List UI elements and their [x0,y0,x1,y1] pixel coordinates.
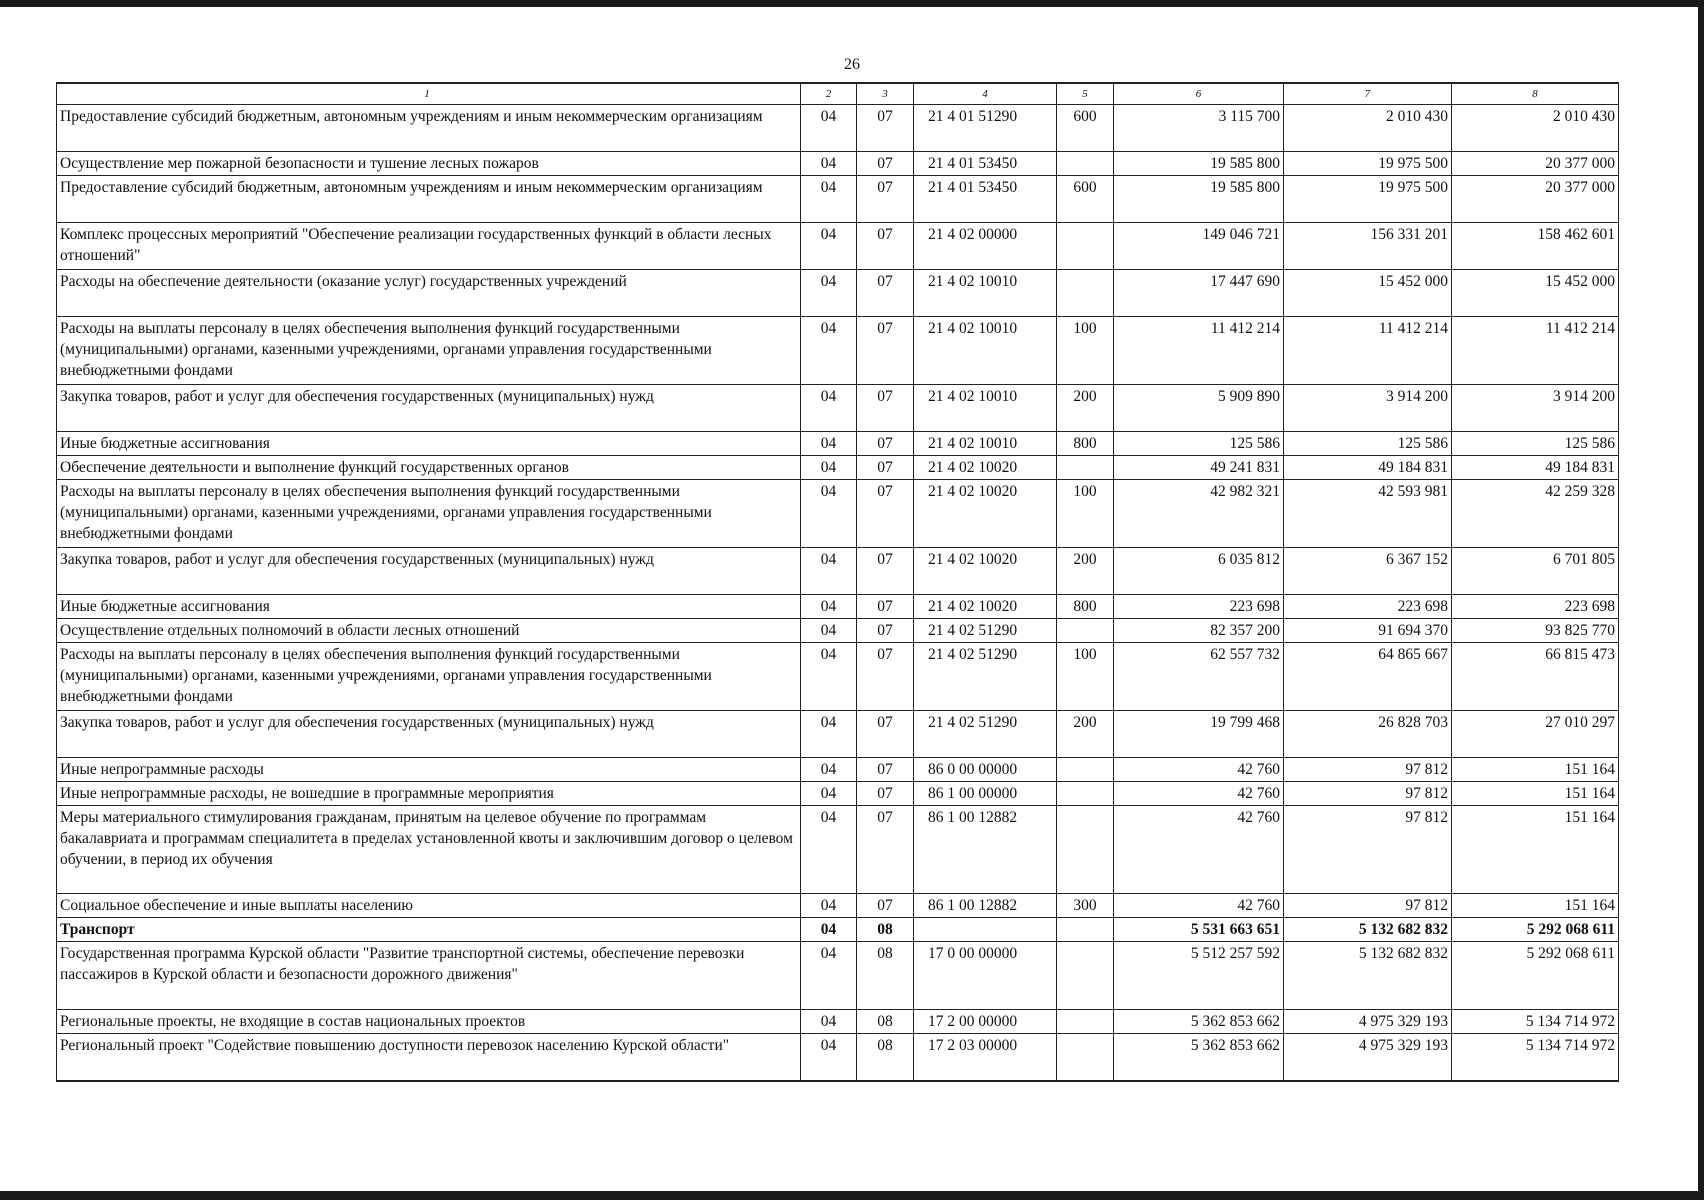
amount-year-3: 20 377 000 [1452,176,1619,223]
section-code: 04 [801,942,857,1010]
subsection-code: 07 [857,711,914,758]
expense-type-code: 800 [1057,432,1114,456]
section-code: 04 [801,105,857,152]
amount-year-3: 49 184 831 [1452,456,1619,480]
amount-year-3: 5 292 068 611 [1452,942,1619,1010]
row-name: Государственная программа Курской области "Развитие транспортной системы, обеспечение перевозки пассажиров в Курской области и безопасности дорожного движения" [57,942,801,1010]
amount-year-3: 5 292 068 611 [1452,918,1619,942]
amount-year-3: 223 698 [1452,595,1619,619]
amount-year-1: 62 557 732 [1114,643,1284,711]
amount-year-2: 49 184 831 [1284,456,1452,480]
column-number: 3 [857,83,914,105]
subsection-code: 07 [857,317,914,385]
row-name: Осуществление отдельных полномочий в области лесных отношений [57,619,801,643]
row-name: Комплекс процессных мероприятий "Обеспечение реализации государственных функций в области лесных отношений" [57,223,801,270]
budget-table [56,82,1619,1082]
expense-type-code [1057,1010,1114,1034]
target-article-code: 86 1 00 12882 [914,806,1057,894]
table-row [57,152,1619,176]
table-row [57,432,1619,456]
amount-year-2: 5 132 682 832 [1284,918,1452,942]
expense-type-code: 200 [1057,385,1114,432]
section-code: 04 [801,758,857,782]
table-row [57,223,1619,270]
amount-year-1: 11 412 214 [1114,317,1284,385]
subsection-code: 07 [857,619,914,643]
expense-type-code [1057,152,1114,176]
table-row [57,270,1619,317]
amount-year-2: 6 367 152 [1284,548,1452,595]
target-article-code: 17 0 00 00000 [914,942,1057,1010]
section-code: 04 [801,1010,857,1034]
expense-type-code [1057,782,1114,806]
section-code: 04 [801,548,857,595]
subsection-code: 07 [857,152,914,176]
column-number: 6 [1114,83,1284,105]
amount-year-2: 3 914 200 [1284,385,1452,432]
amount-year-1: 223 698 [1114,595,1284,619]
target-article-code: 21 4 02 10010 [914,385,1057,432]
amount-year-1: 5 362 853 662 [1114,1010,1284,1034]
amount-year-1: 6 035 812 [1114,548,1284,595]
section-code: 04 [801,385,857,432]
expense-type-code [1057,223,1114,270]
scan-border-right [1698,0,1704,1200]
row-name: Региональные проекты, не входящие в состав национальных проектов [57,1010,801,1034]
amount-year-3: 2 010 430 [1452,105,1619,152]
target-article-code: 17 2 00 00000 [914,1010,1057,1034]
table-row [57,643,1619,711]
amount-year-2: 4 975 329 193 [1284,1034,1452,1081]
table-row [57,105,1619,152]
target-article-code: 21 4 02 51290 [914,711,1057,758]
amount-year-3: 11 412 214 [1452,317,1619,385]
target-article-code: 21 4 02 10010 [914,270,1057,317]
row-name: Предоставление субсидий бюджетным, автономным учреждениям и иным некоммерческим организациям [57,105,801,152]
expense-type-code [1057,1034,1114,1081]
section-code: 04 [801,711,857,758]
amount-year-2: 19 975 500 [1284,152,1452,176]
table-row [57,619,1619,643]
amount-year-2: 11 412 214 [1284,317,1452,385]
amount-year-2: 125 586 [1284,432,1452,456]
target-article-code: 21 4 02 51290 [914,643,1057,711]
expense-type-code [1057,619,1114,643]
amount-year-2: 223 698 [1284,595,1452,619]
row-name: Закупка товаров, работ и услуг для обеспечения государственных (муниципальных) нужд [57,548,801,595]
table-row [57,782,1619,806]
subsection-code: 08 [857,942,914,1010]
row-name: Закупка товаров, работ и услуг для обеспечения государственных (муниципальных) нужд [57,385,801,432]
table-row [57,317,1619,385]
amount-year-2: 97 812 [1284,806,1452,894]
section-code: 04 [801,806,857,894]
amount-year-3: 151 164 [1452,894,1619,918]
amount-year-2: 4 975 329 193 [1284,1010,1452,1034]
amount-year-1: 5 362 853 662 [1114,1034,1284,1081]
table-row [57,711,1619,758]
subsection-code: 07 [857,548,914,595]
subsection-code: 07 [857,894,914,918]
expense-type-code: 200 [1057,711,1114,758]
amount-year-2: 2 010 430 [1284,105,1452,152]
section-code: 04 [801,270,857,317]
expense-type-code: 800 [1057,595,1114,619]
amount-year-1: 42 982 321 [1114,480,1284,548]
expense-type-code [1057,270,1114,317]
table-row [57,918,1619,942]
section-code: 04 [801,317,857,385]
subsection-code: 07 [857,270,914,317]
subsection-code: 07 [857,595,914,619]
amount-year-2: 64 865 667 [1284,643,1452,711]
table-row [57,480,1619,548]
subsection-code: 07 [857,758,914,782]
column-number: 1 [57,83,801,105]
subsection-code: 07 [857,223,914,270]
target-article-code: 21 4 01 53450 [914,176,1057,223]
target-article-code: 21 4 02 00000 [914,223,1057,270]
subsection-code: 07 [857,643,914,711]
table-row [57,894,1619,918]
subsection-code: 07 [857,806,914,894]
table-row [57,758,1619,782]
amount-year-1: 5 512 257 592 [1114,942,1284,1010]
row-name: Иные непрограммные расходы [57,758,801,782]
section-code: 04 [801,152,857,176]
amount-year-1: 5 909 890 [1114,385,1284,432]
row-name: Расходы на выплаты персоналу в целях обеспечения выполнения функций государственными (муниципальными) органами, казенными учреждениями, органами управления государственными внебюджетными фондами [57,643,801,711]
amount-year-3: 93 825 770 [1452,619,1619,643]
amount-year-2: 26 828 703 [1284,711,1452,758]
column-number-row [57,83,1619,105]
expense-type-code [1057,942,1114,1010]
column-number: 8 [1452,83,1619,105]
amount-year-1: 5 531 663 651 [1114,918,1284,942]
table-row [57,456,1619,480]
amount-year-1: 17 447 690 [1114,270,1284,317]
column-number: 2 [801,83,857,105]
amount-year-3: 6 701 805 [1452,548,1619,595]
expense-type-code: 300 [1057,894,1114,918]
target-article-code: 21 4 01 51290 [914,105,1057,152]
row-name: Иные непрограммные расходы, не вошедшие в программные мероприятия [57,782,801,806]
amount-year-3: 42 259 328 [1452,480,1619,548]
row-name: Предоставление субсидий бюджетным, автономным учреждениям и иным некоммерческим организациям [57,176,801,223]
scan-border-top [0,0,1704,7]
expense-type-code: 200 [1057,548,1114,595]
expense-type-code: 100 [1057,317,1114,385]
row-name: Закупка товаров, работ и услуг для обеспечения государственных (муниципальных) нужд [57,711,801,758]
amount-year-3: 66 815 473 [1452,643,1619,711]
amount-year-2: 15 452 000 [1284,270,1452,317]
amount-year-3: 5 134 714 972 [1452,1010,1619,1034]
expense-type-code [1057,806,1114,894]
section-code: 04 [801,176,857,223]
target-article-code: 86 0 00 00000 [914,758,1057,782]
row-name: Иные бюджетные ассигнования [57,432,801,456]
target-article-code: 21 4 01 53450 [914,152,1057,176]
table-row [57,942,1619,1010]
subsection-code: 08 [857,1034,914,1081]
row-name: Расходы на выплаты персоналу в целях обеспечения выполнения функций государственными (муниципальными) органами, казенными учреждениями, органами управления государственными внебюджетными фондами [57,480,801,548]
amount-year-2: 97 812 [1284,758,1452,782]
target-article-code [914,918,1057,942]
section-code: 04 [801,432,857,456]
row-name: Иные бюджетные ассигнования [57,595,801,619]
target-article-code: 21 4 02 10010 [914,317,1057,385]
table-row [57,595,1619,619]
budget-table-body [57,83,1619,1081]
amount-year-2: 97 812 [1284,782,1452,806]
expense-type-code [1057,918,1114,942]
expense-type-code: 600 [1057,105,1114,152]
amount-year-1: 19 799 468 [1114,711,1284,758]
expense-type-code: 100 [1057,643,1114,711]
row-name: Обеспечение деятельности и выполнение функций государственных органов [57,456,801,480]
expense-type-code [1057,758,1114,782]
amount-year-2: 42 593 981 [1284,480,1452,548]
amount-year-2: 5 132 682 832 [1284,942,1452,1010]
section-code: 04 [801,643,857,711]
column-number: 4 [914,83,1057,105]
amount-year-2: 156 331 201 [1284,223,1452,270]
amount-year-1: 125 586 [1114,432,1284,456]
table-row [57,548,1619,595]
section-code: 04 [801,223,857,270]
section-code: 04 [801,456,857,480]
section-code: 04 [801,894,857,918]
subsection-code: 08 [857,1010,914,1034]
section-code: 04 [801,782,857,806]
column-number: 7 [1284,83,1452,105]
amount-year-3: 27 010 297 [1452,711,1619,758]
amount-year-3: 151 164 [1452,806,1619,894]
target-article-code: 17 2 03 00000 [914,1034,1057,1081]
section-code: 04 [801,918,857,942]
amount-year-2: 91 694 370 [1284,619,1452,643]
table-row [57,385,1619,432]
row-name: Транспорт [57,918,801,942]
row-name: Осуществление мер пожарной безопасности и тушение лесных пожаров [57,152,801,176]
amount-year-3: 5 134 714 972 [1452,1034,1619,1081]
target-article-code: 21 4 02 10010 [914,432,1057,456]
amount-year-3: 3 914 200 [1452,385,1619,432]
expense-type-code [1057,456,1114,480]
table-row [57,1010,1619,1034]
section-code: 04 [801,480,857,548]
row-name: Региональный проект "Содействие повышению доступности перевозок населению Курской области" [57,1034,801,1081]
page-number: 26 [844,56,860,73]
row-name: Расходы на выплаты персоналу в целях обеспечения выполнения функций государственными (муниципальными) органами, казенными учреждениями, органами управления государственными внебюджетными фондами [57,317,801,385]
table-row [57,176,1619,223]
amount-year-1: 19 585 800 [1114,152,1284,176]
subsection-code: 07 [857,385,914,432]
amount-year-3: 151 164 [1452,758,1619,782]
amount-year-1: 42 760 [1114,806,1284,894]
amount-year-2: 97 812 [1284,894,1452,918]
amount-year-1: 149 046 721 [1114,223,1284,270]
amount-year-1: 82 357 200 [1114,619,1284,643]
row-name: Социальное обеспечение и иные выплаты населению [57,894,801,918]
amount-year-1: 19 585 800 [1114,176,1284,223]
table-row [57,1034,1619,1081]
target-article-code: 21 4 02 10020 [914,480,1057,548]
section-code: 04 [801,595,857,619]
amount-year-3: 158 462 601 [1452,223,1619,270]
amount-year-3: 20 377 000 [1452,152,1619,176]
amount-year-3: 125 586 [1452,432,1619,456]
row-name: Расходы на обеспечение деятельности (оказание услуг) государственных учреждений [57,270,801,317]
table-row [57,806,1619,894]
scan-border-bottom [0,1191,1704,1200]
target-article-code: 21 4 02 51290 [914,619,1057,643]
amount-year-1: 42 760 [1114,782,1284,806]
amount-year-2: 19 975 500 [1284,176,1452,223]
target-article-code: 21 4 02 10020 [914,456,1057,480]
amount-year-3: 15 452 000 [1452,270,1619,317]
subsection-code: 07 [857,176,914,223]
row-name: Меры материального стимулирования гражданам, принятым на целевое обучение по программам бакалавриата и программам специалитета в пределах установленной квоты и заключившим договор о целевом обучении, в период их обучения [57,806,801,894]
target-article-code: 21 4 02 10020 [914,548,1057,595]
section-code: 04 [801,1034,857,1081]
amount-year-1: 42 760 [1114,894,1284,918]
target-article-code: 21 4 02 10020 [914,595,1057,619]
section-code: 04 [801,619,857,643]
subsection-code: 07 [857,432,914,456]
subsection-code: 07 [857,105,914,152]
expense-type-code: 600 [1057,176,1114,223]
subsection-code: 07 [857,782,914,806]
subsection-code: 08 [857,918,914,942]
expense-type-code: 100 [1057,480,1114,548]
amount-year-1: 3 115 700 [1114,105,1284,152]
amount-year-1: 42 760 [1114,758,1284,782]
column-number: 5 [1057,83,1114,105]
subsection-code: 07 [857,456,914,480]
amount-year-1: 49 241 831 [1114,456,1284,480]
target-article-code: 86 1 00 12882 [914,894,1057,918]
subsection-code: 07 [857,480,914,548]
amount-year-3: 151 164 [1452,782,1619,806]
target-article-code: 86 1 00 00000 [914,782,1057,806]
